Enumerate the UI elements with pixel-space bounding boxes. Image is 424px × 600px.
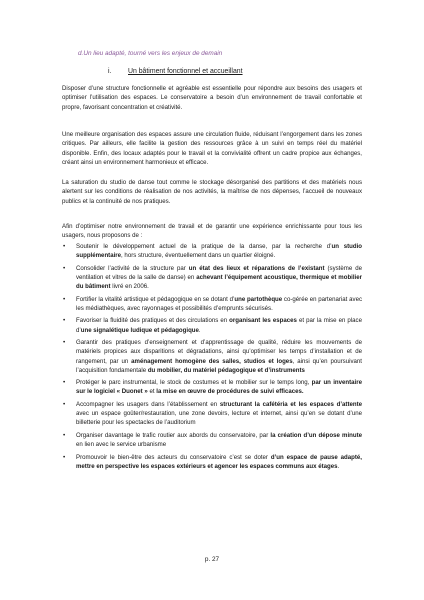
bullet-icon: •: [63, 339, 66, 346]
list-item-text: Protéger le parc instrumental, le stock de costumes et le mobilier sur le temps long,: [76, 379, 312, 387]
list-item: [62, 338, 362, 375]
list-item-text: Accompagner les usagers dans l’établissement en: [76, 400, 220, 408]
paragraph-proposals-intro: [62, 222, 362, 241]
bold-text: structurant la cafétéria et les espaces d’attente: [219, 400, 362, 408]
paragraph-organisation: [62, 130, 362, 168]
page-number: p. 27: [204, 556, 220, 563]
list-item: [62, 242, 362, 261]
bullet-icon: •: [63, 453, 66, 461]
list-item-text: Garantir des pratiques d’enseignement et d’apprentissage de qualité, réduire les mouvements de matériels propices aux disparitions et dégradations, ainsi qu’optimiser les temps d’installation et de rangement, par un: [76, 339, 362, 365]
bullet-icon: •: [63, 295, 66, 303]
list-item-text: .: [337, 462, 340, 470]
bullet-icon: •: [63, 400, 66, 408]
bold-text: une partothèque: [234, 295, 283, 303]
bold-text: organisant les espaces: [229, 317, 297, 325]
bold-text: la mise en œuvre de procédures de suivi efficaces.: [156, 388, 304, 396]
bold-text: du mobilier, du matériel pédagogique et d’instruments: [147, 366, 305, 374]
list-item-text: Consolider l’activité de la structure par: [76, 264, 189, 272]
list-item-text: et par la mise en place d’: [76, 317, 362, 334]
paragraph-text: La saturation du studio de danse tout comme le stockage désorganisé des partitions et des matériels nous alertent sur les conditions de réalisation de nos activités, la maîtrise de nos dépenses, l’accueil de nouveaux publics et la continuité de nos pratiques.: [62, 179, 362, 205]
list-item-text: Organiser davantage le trafic routier aux abords du conservatoire, par: [76, 431, 271, 439]
list-item: [62, 264, 362, 292]
bold-text: une signalétique ludique et pédagogique: [80, 326, 199, 334]
list-item: [62, 316, 362, 335]
bullet-icon: •: [63, 379, 66, 387]
list-item-text: , hors structure, éventuellement dans un quartier éloigné.: [121, 252, 276, 260]
proposals-list: [62, 242, 362, 474]
list-item-text: , ainsi qu’en poursuivant l’acquisition fondamentale: [76, 357, 362, 374]
list-item: [62, 431, 362, 450]
bold-text: aménagement homogène des salles, studios et loges: [131, 357, 293, 365]
list-item-text: Favoriser la fluidité des pratiques et des circulations en: [76, 317, 230, 325]
list-item-text: Promouvoir le bien-être des acteurs du conservatoire c’est se doter: [76, 453, 271, 461]
bold-text: achevant l’équipement acoustique, thermique et mobilier du bâtiment: [76, 273, 363, 291]
list-item: [62, 400, 362, 428]
list-item-text: co-gérée en partenariat avec les médiathèques, avec rayonnages et possibilités d’emprunts sécurisés.: [76, 295, 363, 312]
list-item: [62, 453, 362, 472]
bold-text: un studio supplémentaire: [76, 243, 362, 260]
list-item-text: .: [198, 326, 201, 334]
bullet-icon: •: [63, 264, 66, 272]
list-item: [62, 378, 362, 397]
list-item-text: en lien avec le service urbanisme: [76, 441, 167, 449]
bullet-icon: •: [63, 317, 66, 325]
bullet-icon: •: [63, 243, 66, 250]
list-item-text: livré en 2006.: [110, 283, 149, 291]
paragraph-text: Disposer d’une structure fonctionnelle et agréable est essentielle pour répondre aux besoins des usagers et optimiser l’utilisation des espaces. Le conservatoire a besoin d’un environnement de travail confortable et propre, favorisant concentration et créativité.: [62, 85, 362, 111]
paragraph-saturation: [62, 178, 362, 206]
subsection-heading: [108, 68, 243, 75]
bullet-icon: •: [63, 431, 66, 439]
subsection-title: Un bâtiment fonctionnel et accueillant: [128, 68, 243, 75]
list-item-text: Fortifier la vitalité artistique et pédagogique en se dotant d’: [76, 295, 235, 303]
paragraph-intro: [62, 84, 362, 112]
bold-text: la création d’un dépose minute: [270, 431, 362, 439]
bold-text: d’un espace de pause adapté, mettre en perspective les espaces extérieurs et agencer les espaces communs aux étages: [76, 453, 362, 470]
bold-text: un état des lieux et réparations de l’existant: [188, 264, 325, 272]
bold-text: par un inventaire sur le logiciel « Duonet »: [76, 379, 362, 396]
list-item: [62, 295, 362, 314]
list-item-text: Soutenir le développement actuel de la pratique de la danse, par la recherche d’: [76, 243, 332, 250]
list-item-text: (système de ventilation et vitres de la salle de danse) en: [76, 264, 362, 281]
paragraph-text: Afin d’optimiser notre environnement de travail et de garantir une expérience enrichissante pour tous les usagers, nous proposons de :: [62, 223, 362, 240]
paragraph-text: Une meilleure organisation des espaces assure une circulation fluide, réduisant l’engorgement dans les zones critiques. Par ailleurs, elle facilite la gestion des ressources grâce à un suivi en temps réel du matériel disponible. Enfin, des locaux adaptés pour le travail et la convivialité offrent un cadre propice aux échanges, créant ainsi un environnement harmonieux et efficace.: [62, 131, 362, 167]
subsection-number: i.: [108, 68, 112, 75]
list-item-text: et: [147, 388, 157, 396]
list-item-text: avec un espace goûter/restauration, une zone devoirs, lecture et internet, ainsi qu’en se dotant d’une billetterie pour les spectacles de l’auditorium: [76, 410, 362, 427]
section-heading: d.Un lieu adapté, tourné vers les enjeux de demain: [78, 50, 223, 57]
